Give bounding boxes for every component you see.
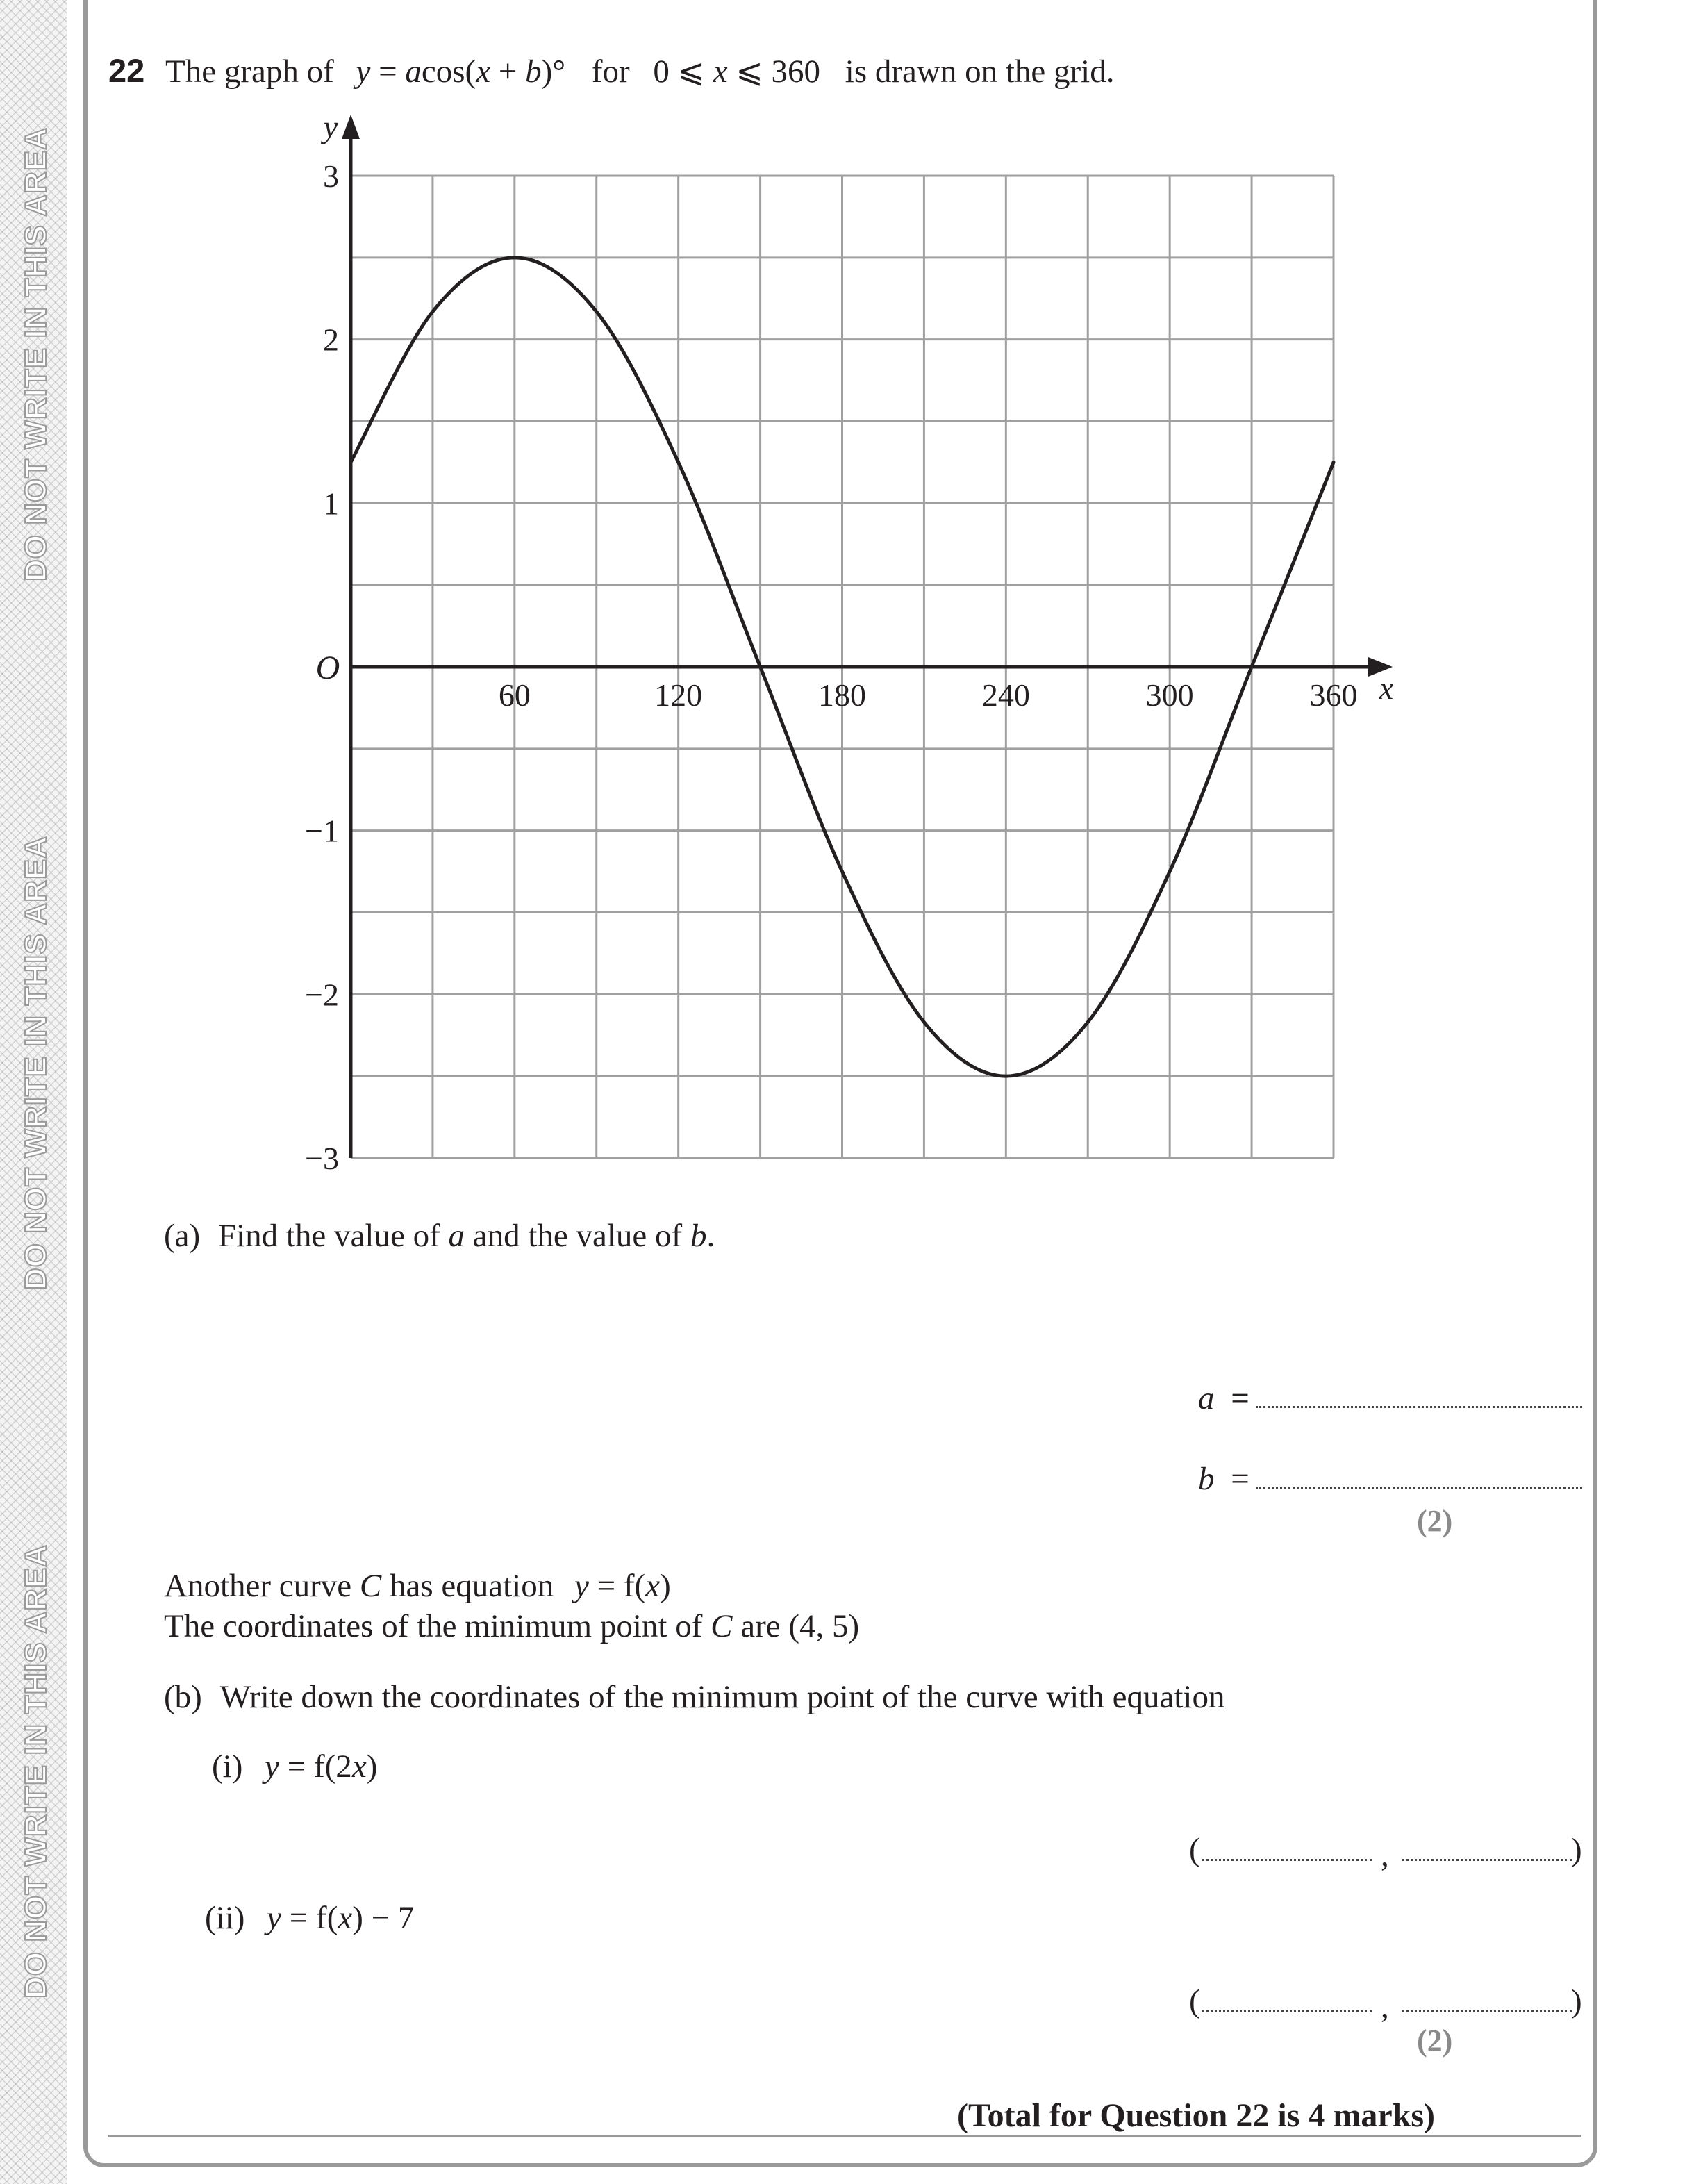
axes: [342, 115, 1393, 1158]
answer-bi-close: ): [1571, 1832, 1582, 1868]
answer-bi-open: (: [1189, 1832, 1200, 1868]
x-tick-label: 360: [1309, 677, 1358, 713]
curve-info-mid: has equation: [390, 1568, 554, 1604]
part-a-period: .: [706, 1218, 715, 1254]
part-b-text: Write down the coordinates of the minimum point of the curve with equation: [219, 1679, 1225, 1715]
y-tick-label: 2: [323, 322, 339, 358]
tick-labels: [305, 109, 1394, 1176]
y-axis-label: y: [323, 109, 338, 144]
part-a-label: (a): [164, 1218, 201, 1254]
part-b-i-y: y: [265, 1748, 279, 1785]
part-b-ii-close: ) − 7: [352, 1900, 415, 1936]
answer-b-equals: =: [1231, 1461, 1249, 1497]
margin-warning-bottom: DO NOT WRITE IN THIS AREA: [19, 1544, 53, 1999]
eq-close: )°: [541, 53, 566, 90]
part-b-i: [212, 1748, 378, 1785]
curve-info-line2-suffix: are (4, 5): [740, 1608, 860, 1644]
part-a-var-b: b: [690, 1218, 707, 1254]
answer-bii-open: (: [1189, 1983, 1200, 2019]
y-tick-label: −2: [305, 977, 339, 1013]
part-a-prompt: [164, 1220, 715, 1252]
curve-info-line2-curve: C: [711, 1608, 733, 1644]
origin-label: O: [315, 650, 340, 686]
curve-info-x: x: [645, 1568, 661, 1604]
x-tick-label: 240: [981, 677, 1030, 713]
curve-info-line-1: [164, 1570, 671, 1603]
question-total: (Total for Question 22 is 4 marks): [957, 2097, 1436, 2134]
part-a-text-2: and the value of: [472, 1218, 683, 1254]
range-for: for: [591, 53, 630, 90]
range-upper: ⩽ 360: [727, 53, 821, 90]
part-b-marks: (2): [1417, 2024, 1453, 2058]
answer-a-equals: =: [1231, 1380, 1249, 1416]
y-tick-label: −1: [305, 813, 339, 849]
range-lower: 0 ⩽: [653, 53, 713, 90]
x-tick-label: 120: [654, 677, 703, 713]
question-intro-suffix: is drawn on the grid.: [845, 53, 1115, 90]
y-tick-label: 1: [323, 486, 339, 522]
question-number: 22: [108, 52, 145, 89]
part-b-ii-eq: = f(: [281, 1900, 338, 1936]
eq-x: x: [476, 53, 491, 90]
part-b-i-eq: = f(2: [279, 1748, 352, 1785]
eq-a: a: [405, 53, 422, 90]
answer-bii-x-field[interactable]: [1202, 2010, 1372, 2012]
x-tick-label: 300: [1145, 677, 1194, 713]
curve-info-line-2: [164, 1610, 859, 1643]
part-b-ii-label: (ii): [205, 1900, 245, 1936]
part-b-i-label: (i): [212, 1748, 243, 1785]
part-a-var-a: a: [448, 1218, 465, 1254]
curve-info-close: ): [660, 1568, 671, 1604]
answer-b-field[interactable]: [1256, 1487, 1582, 1489]
part-b-ii-y: y: [267, 1900, 282, 1936]
answer-bi-y-field[interactable]: [1402, 1859, 1572, 1861]
answer-b-var: b: [1198, 1461, 1215, 1497]
curve-info-eq: = f(: [588, 1568, 646, 1604]
margin-warning-top: DO NOT WRITE IN THIS AREA: [19, 126, 53, 582]
answer-b-label: [1198, 1463, 1249, 1496]
part-a-text-1: Find the value of: [217, 1218, 440, 1254]
part-b-label: (b): [164, 1679, 202, 1715]
curve-info-prefix: Another curve: [164, 1568, 352, 1604]
part-b-i-x: x: [351, 1748, 367, 1785]
answer-bi-comma: ,: [1381, 1837, 1389, 1873]
range-x: x: [713, 53, 728, 90]
eq-equals: =: [370, 53, 406, 90]
answer-a-field[interactable]: [1256, 1406, 1582, 1408]
eq-y: y: [356, 53, 371, 90]
x-axis-label: x: [1379, 670, 1394, 706]
answer-bii-y-field[interactable]: [1402, 2010, 1572, 2012]
eq-plus: +: [490, 53, 526, 90]
x-tick-label: 180: [818, 677, 866, 713]
answer-bii-close: ): [1571, 1983, 1582, 2019]
part-b-i-close: ): [366, 1748, 378, 1785]
answer-bii-comma: ,: [1381, 1989, 1389, 2025]
margin-warning-middle: DO NOT WRITE IN THIS AREA: [19, 835, 53, 1291]
eq-cos: cos(: [421, 53, 476, 90]
answer-bi-x-field[interactable]: [1202, 1859, 1372, 1861]
part-a-marks: (2): [1417, 1504, 1453, 1538]
bottom-rule: [108, 2135, 1581, 2137]
y-tick-label: 3: [323, 158, 339, 194]
answer-a-var: a: [1198, 1380, 1215, 1416]
part-b-prompt: [164, 1681, 1225, 1714]
question-intro-prefix: The graph of: [165, 53, 334, 90]
eq-b: b: [525, 53, 542, 90]
x-tick-label: 60: [498, 677, 531, 713]
part-b-ii: [205, 1902, 414, 1935]
y-tick-label: −3: [305, 1141, 339, 1176]
answer-a-label: [1198, 1382, 1249, 1415]
part-b-ii-x: x: [338, 1900, 353, 1936]
curve-info-line2-prefix: The coordinates of the minimum point of: [164, 1608, 703, 1644]
curve-info-y: y: [574, 1568, 589, 1604]
curve-name: C: [359, 1568, 382, 1604]
y-axis-arrow: [342, 115, 360, 139]
